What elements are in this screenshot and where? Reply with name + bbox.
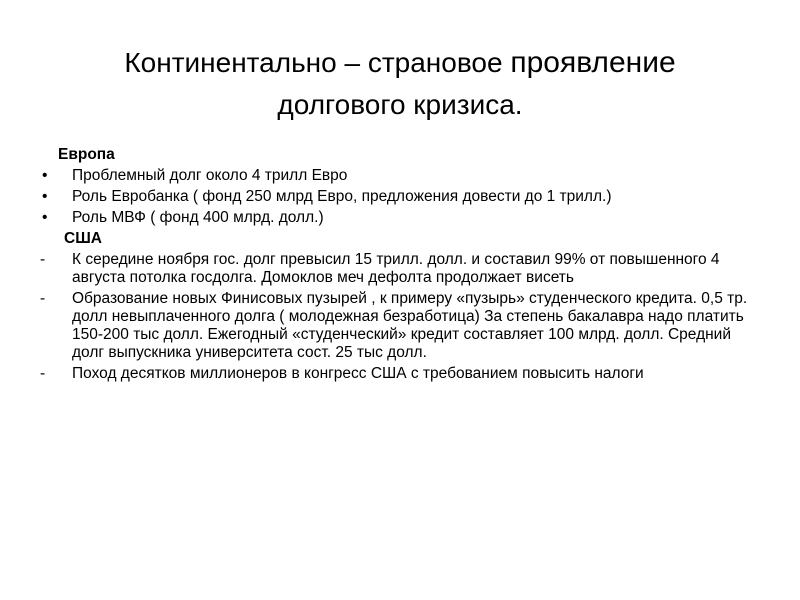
dash-marker: - (40, 251, 46, 268)
bullet-marker: • (42, 167, 48, 184)
list-item (38, 290, 758, 362)
slide-title (60, 42, 740, 126)
dash-marker: - (40, 290, 46, 307)
list-item-text: К середине ноября гос. долг превысил 15 трилл. долл. и составил 99% от повышенного 4 августа потолка госдолга. Домоклов меч дефолта продолжает висеть (72, 251, 720, 286)
list-item (38, 251, 758, 287)
list-item (38, 167, 758, 185)
bullet-marker: • (42, 188, 48, 205)
slide-title-part1: Континентально – страновое (124, 47, 511, 78)
list-item (38, 188, 758, 206)
europe-list (38, 167, 758, 227)
section-heading-usa: США (64, 230, 102, 247)
list-item-text: Роль МВФ ( фонд 400 млрд. долл.) (72, 209, 324, 226)
bullet-marker: • (42, 209, 48, 226)
list-item-text: Поход десятков миллионеров в конгресс США с требованием повысить налоги (72, 365, 644, 382)
usa-list (38, 251, 758, 383)
slide-body (38, 146, 758, 386)
slide-title-part2: проявление (510, 46, 676, 79)
list-item (38, 365, 758, 383)
list-item-text: Роль Евробанка ( фонд 250 млрд Евро, предложения довести до 1 трилл.) (72, 188, 612, 205)
list-item-text: Проблемный долг около 4 трилл Евро (72, 167, 348, 184)
list-item-text: Образование новых Финисовых пузырей , к примеру «пузырь» студенческого кредита. 0,5 тр. долл невыплаченного долга ( молодежная безработица) За степень бакалавра надо платить 150-200 тыс долл. Ежегодный «студенческий» кредит составляет 100 млрд. долл. Средний долг выпускника университета сост. 25 тыс долл. (72, 290, 748, 361)
section-heading-europe: Европа (58, 146, 115, 163)
list-item (38, 209, 758, 227)
dash-marker: - (40, 365, 46, 382)
slide-title-line2: долгового кризиса. (277, 89, 523, 120)
